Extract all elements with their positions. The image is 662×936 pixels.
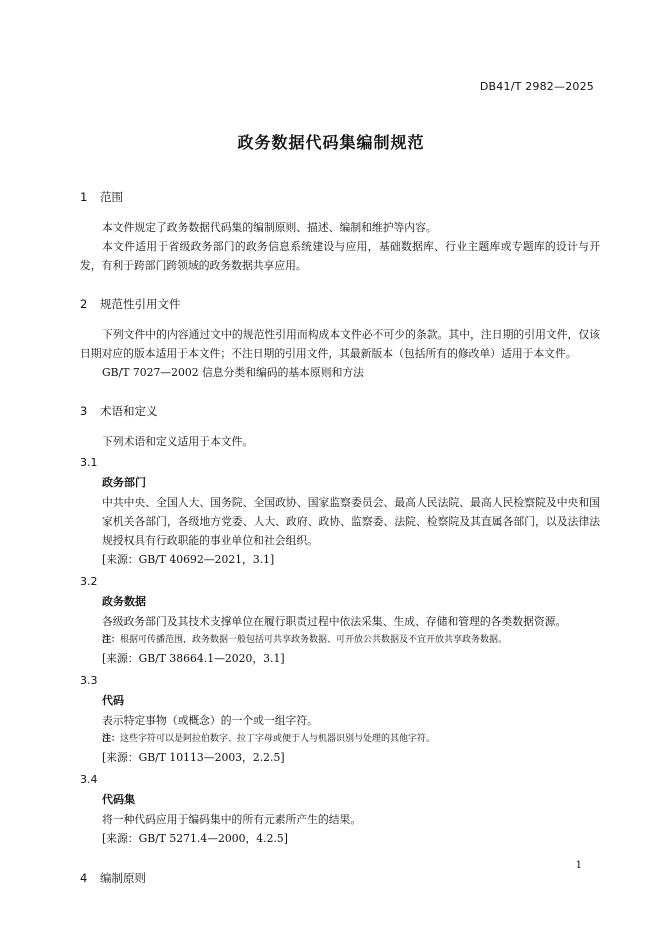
term-definition: 表示特定事物（或概念）的一个或一组字符。 [102, 714, 318, 727]
document-id: DB41/T 2982—2025 [479, 80, 594, 93]
note-label: 注： [102, 734, 121, 744]
term-name: 政务部门 [102, 476, 146, 489]
term-definition: 各级政务部门及其技术支撑单位在履行职责过程中依法采集、生成、存储和管理的各类数据资源。 [102, 615, 567, 628]
term-definition: 将一种代码应用于编码集中的所有元素所产生的结果。 [102, 813, 362, 826]
term-number: 3.2 [80, 575, 98, 588]
term-source: [来源：GB/T 38664.1—2020，3.1] [102, 652, 285, 665]
term-number: 3.1 [80, 456, 98, 469]
paragraph: 本文件适用于省级政务部门的政务信息系统建设与应用，基础数据库、行业主题库或专题库的设计与开发，有利于跨部门跨领域的政务数据共享应用。 [80, 240, 600, 272]
term-number: 3.3 [80, 674, 98, 687]
normative-reference: GB/T 7027—2002 信息分类和编码的基本原则和方法 [102, 366, 364, 379]
section-number: 1 [80, 190, 88, 204]
term-note [80, 730, 600, 748]
term-number: 3.4 [80, 773, 98, 786]
document-body [80, 188, 600, 899]
page-number: 1 [575, 860, 582, 871]
term-name: 代码集 [102, 793, 135, 806]
paragraph: 下列文件中的内容通过文中的规范性引用而构成本文件必不可少的条款。其中，注日期的引用文件，仅该日期对应的版本适用于本文件；不注日期的引用文件，其最新版本（包括所有的修改单）适用于本文件。 [80, 328, 600, 360]
term-name: 政务数据 [102, 595, 146, 608]
paragraph: 本文件规定了政务数据代码集的编制原则、描述、编制和维护等内容。 [102, 221, 437, 234]
section-heading-1 [80, 188, 600, 206]
section-title: 规范性引用文件 [100, 297, 181, 311]
paragraph: 下列术语和定义适用于本文件。 [102, 435, 254, 448]
section-heading-4 [80, 869, 600, 887]
term-source: [来源：GB/T 5271.4—2000，4.2.5] [102, 832, 288, 845]
term-definition: 中共中央、全国人大、国务院、全国政协、国家监察委员会、最高人民法院、最高人民检察院及中央和国家机关各部门，各级地方党委、人大、政府、政协、监察委、法院、检察院及其直属各部门，以及法律法规授权具有行政职能的事业单位和社会组织。 [102, 496, 600, 547]
note-text: 根据可传播范围，政务数据一般包括可共享政务数据、可开放公共数据及不宜开放共享政务数据。 [120, 635, 508, 645]
note-label: 注： [102, 635, 121, 645]
section-number: 3 [80, 404, 88, 418]
section-heading-3 [80, 402, 600, 420]
term-source: [来源：GB/T 10113—2003，2.2.5] [102, 751, 285, 764]
term-note [80, 631, 600, 649]
section-title: 范围 [100, 190, 123, 204]
term-name: 代码 [102, 694, 124, 707]
term-source: [来源：GB/T 40692—2021，3.1] [102, 553, 275, 566]
section-title: 术语和定义 [100, 404, 158, 418]
section-number: 4 [80, 871, 88, 885]
section-heading-2 [80, 295, 600, 313]
section-number: 2 [80, 297, 88, 311]
section-title: 编制原则 [100, 871, 146, 885]
document-title: 政务数据代码集编制规范 [237, 133, 425, 152]
note-text: 这些字符可以是阿拉伯数字、拉丁字母或便于人与机器识别与处理的其他字符。 [120, 734, 436, 744]
